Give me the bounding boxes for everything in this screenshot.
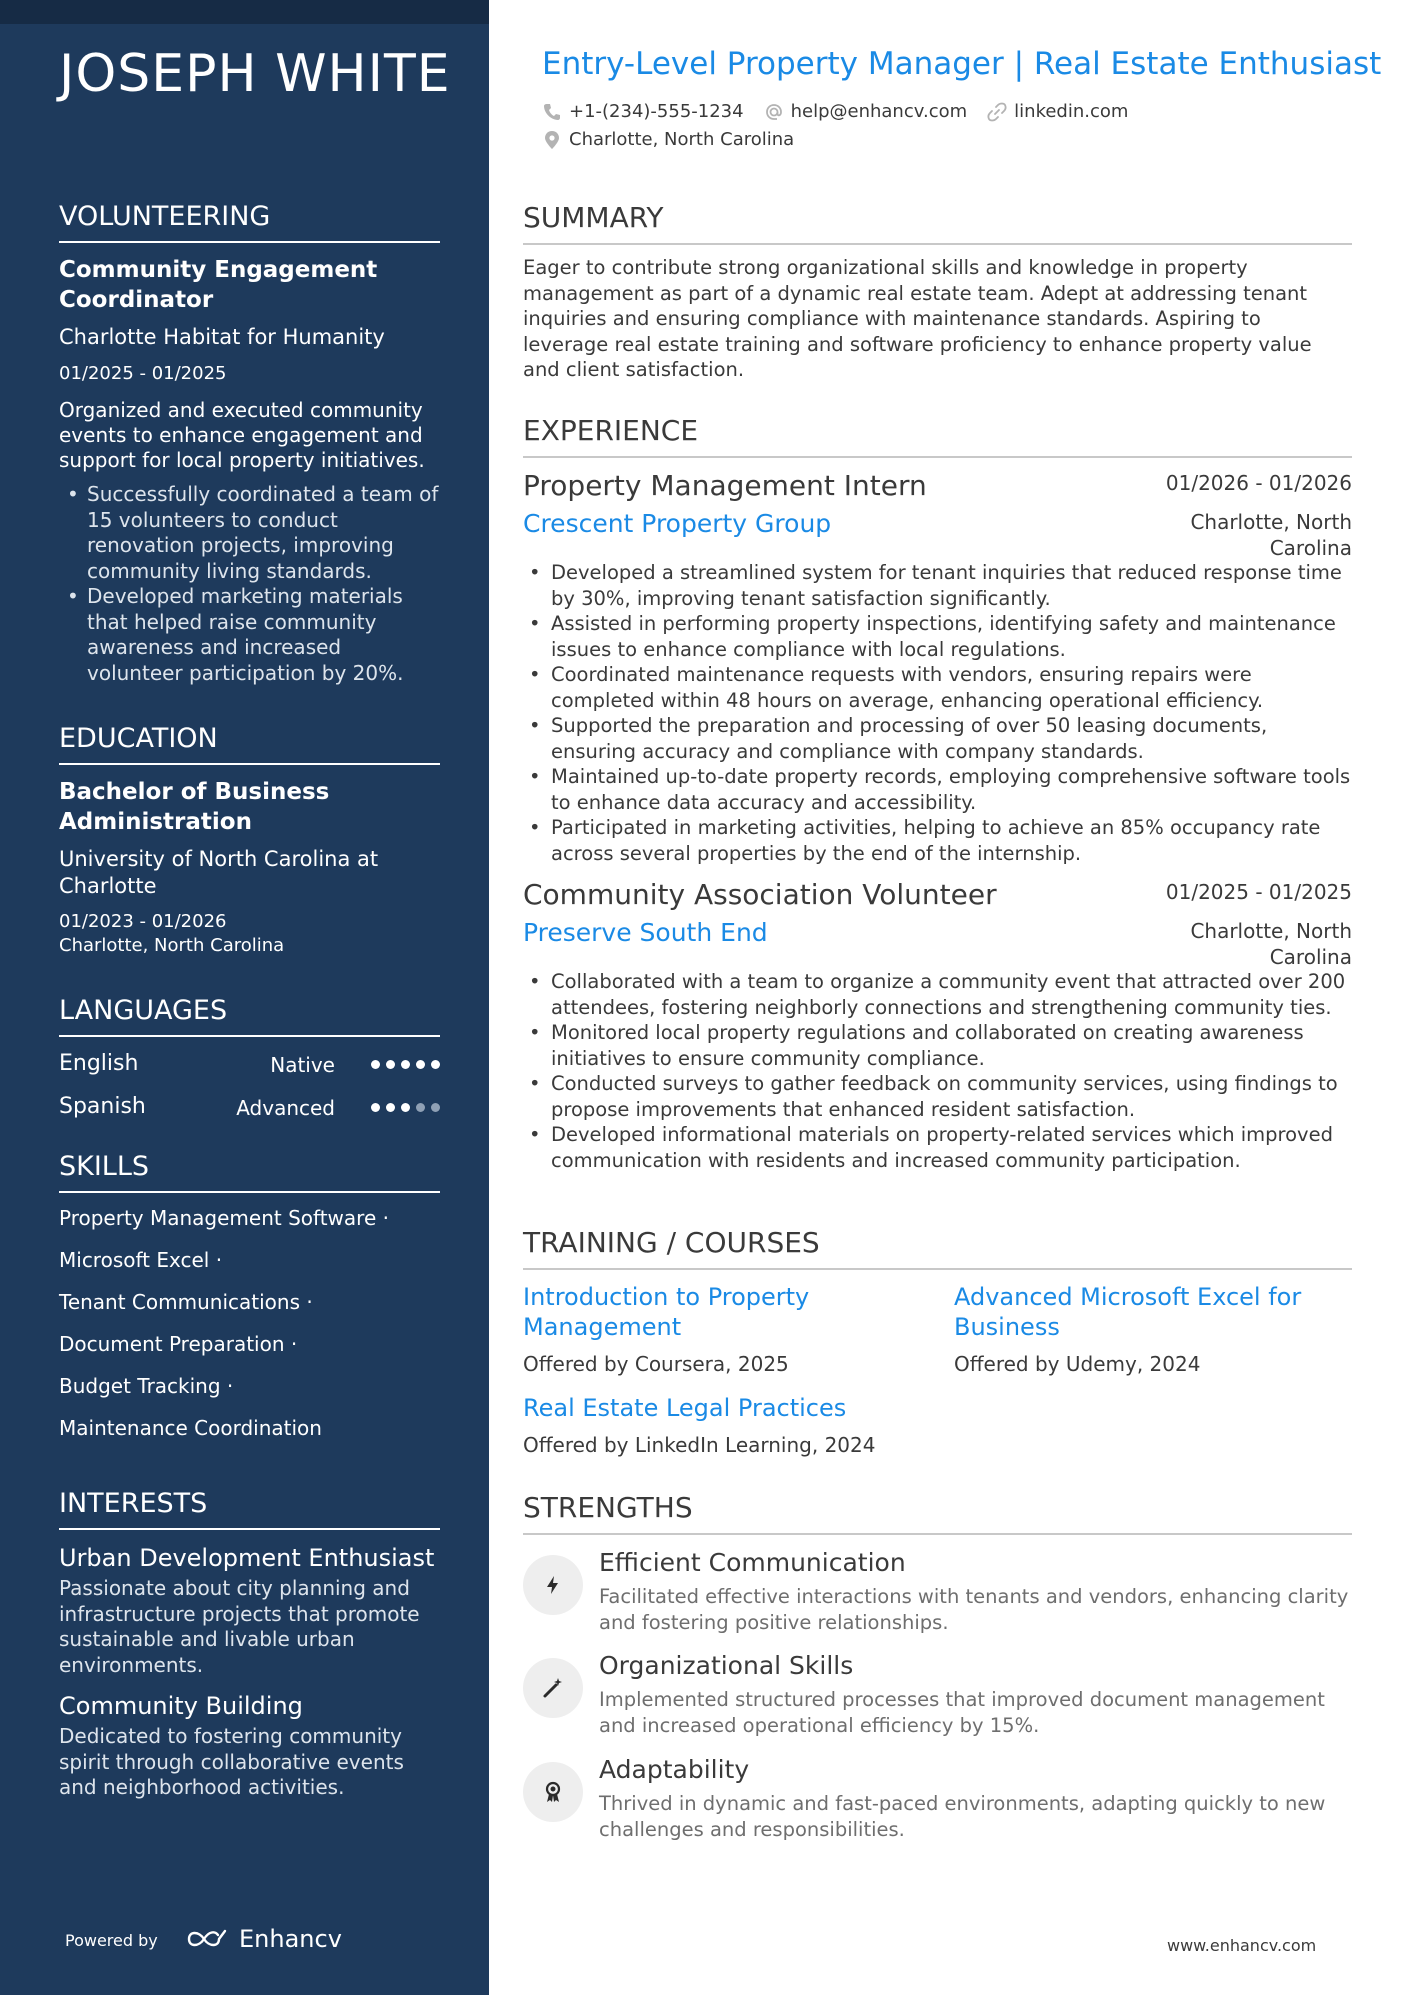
- strength-icon-circle: [523, 1762, 583, 1822]
- job-bullets: [523, 560, 1352, 866]
- course-provider: Offered by Coursera, 2025: [523, 1352, 789, 1376]
- enhancv-logo[interactable]: [185, 1925, 342, 1953]
- enhancv-logo-icon: [185, 1927, 231, 1951]
- volunteering-org: Charlotte Habitat for Humanity: [59, 325, 385, 349]
- contact-location: Charlotte, North Carolina: [542, 129, 794, 150]
- skill-item: Budget Tracking ·: [59, 1374, 234, 1398]
- rating-dot-empty: [416, 1103, 425, 1112]
- job-company[interactable]: Preserve South End: [523, 918, 768, 947]
- location-pin-icon: [542, 130, 562, 150]
- interests-section: [59, 1486, 440, 1801]
- at-icon: [764, 102, 784, 122]
- summary-heading: SUMMARY: [523, 200, 1352, 245]
- contact-phone[interactable]: +1-(234)-555-1234: [542, 101, 744, 122]
- lightning-icon: [542, 1574, 564, 1596]
- interest-title: Community Building: [59, 1692, 303, 1720]
- experience-heading: EXPERIENCE: [523, 413, 1352, 458]
- list-item: • Developed informational materials on property-related services which improved communication with residents and increased community participation.: [523, 1122, 1352, 1173]
- skill-separator: ·: [215, 1248, 223, 1272]
- skill-item: Property Management Software ·: [59, 1206, 389, 1230]
- powered-by-label: Powered by: [65, 1931, 158, 1950]
- language-name: Spanish: [59, 1094, 146, 1119]
- job-title: Property Management Intern: [523, 469, 927, 502]
- list-item: • Developed a streamlined system for tenant inquiries that reduced response time by 30%, improving tenant satisfaction significantly.: [523, 560, 1352, 611]
- strength-item: [523, 1754, 1352, 1854]
- skill-item: Maintenance Coordination: [59, 1416, 322, 1440]
- sidebar-top-band: [0, 0, 489, 24]
- job-bullets: [523, 969, 1352, 1173]
- course-title[interactable]: Real Estate Legal Practices: [523, 1394, 847, 1422]
- course-item: [523, 1393, 913, 1458]
- skills-heading: SKILLS: [59, 1149, 440, 1193]
- contact-row-2: [542, 129, 814, 150]
- course-item: [954, 1282, 1344, 1377]
- strengths-heading: STRENGTHS: [523, 1490, 1352, 1535]
- education-section: [59, 721, 440, 958]
- job-company[interactable]: Crescent Property Group: [523, 509, 832, 538]
- volunteering-heading: VOLUNTEERING: [59, 199, 440, 243]
- list-item: • Maintained up-to-date property records, employing comprehensive software tools to enhance data accuracy and accessibility.: [523, 764, 1352, 815]
- contact-linkedin[interactable]: linkedin.com: [987, 101, 1128, 122]
- skills-section: [59, 1149, 440, 1457]
- strength-item: [523, 1547, 1352, 1647]
- summary-text: Eager to contribute strong organizational skills and knowledge in property management as part of a dynamic real estate team. Adept at addressing tenant inquiries and ensuring compliance with maintenance standards. Aspiring to leverage real estate training and software proficiency to enhance property value and client satisfaction.: [523, 256, 1312, 381]
- rating-dot-filled: [371, 1060, 380, 1069]
- education-heading: EDUCATION: [59, 721, 440, 765]
- strength-description: Thrived in dynamic and fast-paced environments, adapting quickly to new challenges and responsibilities.: [599, 1792, 1326, 1841]
- job-title: Community Association Volunteer: [523, 878, 997, 911]
- education-dates: 01/2023 - 01/2026: [59, 911, 227, 932]
- education-school: University of North Carolina at Charlotte: [59, 847, 379, 898]
- languages-section: [59, 993, 440, 1135]
- job-dates: 01/2026 - 01/2026: [1165, 471, 1352, 495]
- course-item: [523, 1282, 913, 1377]
- rating-dot-filled: [386, 1103, 395, 1112]
- training-section: [523, 1225, 1352, 1475]
- sidebar: [0, 0, 489, 1995]
- magic-wand-icon: [541, 1676, 565, 1700]
- list-item: • Participated in marketing activities, helping to achieve an 85% occupancy rate across several properties by the end of the internship.: [523, 815, 1352, 866]
- rating-dot-filled: [371, 1103, 380, 1112]
- strength-item: [523, 1650, 1352, 1750]
- strength-description: Facilitated effective interactions with tenants and vendors, enhancing clarity and fostering positive relationships.: [599, 1585, 1349, 1634]
- job-dates: 01/2025 - 01/2025: [1165, 880, 1352, 904]
- course-title[interactable]: Advanced Microsoft Excel for Business: [954, 1283, 1302, 1341]
- enhancv-brand: Enhancv: [239, 1925, 342, 1953]
- headline: Entry-Level Property Manager | Real Estate Enthusiast: [542, 46, 1382, 82]
- list-item: • Collaborated with a team to organize a community event that attracted over 200 attendees, fostering neighborly connections and strengthening community ties.: [523, 969, 1352, 1020]
- volunteering-role: Community Engagement Coordinator: [59, 257, 378, 313]
- skill-separator: ·: [306, 1290, 313, 1314]
- interests-heading: INTERESTS: [59, 1486, 440, 1530]
- education-location: Charlotte, North Carolina: [59, 935, 285, 956]
- skill-separator: ·: [290, 1332, 298, 1356]
- interest-description: Dedicated to fostering community spirit through collaborative events and neighborhood activities.: [59, 1724, 404, 1799]
- language-rating: [371, 1103, 440, 1112]
- strength-title: Organizational Skills: [599, 1651, 854, 1680]
- skill-separator: ·: [226, 1374, 234, 1398]
- volunteering-section: [59, 199, 440, 686]
- strength-title: Efficient Communication: [599, 1548, 906, 1577]
- summary-section: [523, 200, 1352, 383]
- language-level: Native: [270, 1053, 335, 1077]
- language-rating: [371, 1060, 440, 1069]
- rating-dot-filled: [416, 1060, 425, 1069]
- skill-separator: ·: [382, 1206, 389, 1230]
- language-level: Advanced: [236, 1096, 335, 1120]
- course-provider: Offered by LinkedIn Learning, 2024: [523, 1433, 876, 1457]
- list-item: • Successfully coordinated a team of 15 volunteers to conduct renovation projects, improving community living standards.: [59, 482, 440, 584]
- training-heading: TRAINING / COURSES: [523, 1225, 1352, 1270]
- interest-description: Passionate about city planning and infrastructure projects that promote sustainable and livable urban environments.: [59, 1576, 420, 1677]
- job-entry: [523, 877, 1352, 1173]
- strengths-section: [523, 1490, 1352, 1870]
- award-ribbon-icon: [541, 1780, 565, 1804]
- phone-icon: [542, 102, 562, 122]
- rating-dot-empty: [431, 1103, 440, 1112]
- candidate-name: JOSEPH WHITE: [59, 44, 451, 104]
- job-location: Charlotte, North Carolina: [1190, 919, 1352, 969]
- strength-icon-circle: [523, 1658, 583, 1718]
- experience-section: [523, 413, 1352, 1173]
- volunteering-dates: 01/2025 - 01/2025: [59, 363, 227, 384]
- volunteering-bullets: [59, 482, 440, 686]
- list-item: • Developed marketing materials that helped raise community awareness and increased volunteer participation by 20%.: [59, 584, 440, 686]
- language-row-spanish: [59, 1092, 440, 1135]
- list-item: • Coordinated maintenance requests with vendors, ensuring repairs were completed within 48 hours on average, enhancing operational efficiency.: [523, 662, 1352, 713]
- course-provider: Offered by Udemy, 2024: [954, 1352, 1201, 1376]
- contact-email[interactable]: help@enhancv.com: [764, 101, 968, 122]
- skill-item: Tenant Communications ·: [59, 1290, 313, 1314]
- skill-item: Document Preparation ·: [59, 1332, 298, 1356]
- list-item: • Supported the preparation and processing of over 50 leasing documents, ensuring accuracy and compliance with company standards.: [523, 713, 1352, 764]
- list-item: • Conducted surveys to gather feedback on community services, using findings to propose improvements that enhanced resident satisfaction.: [523, 1071, 1352, 1122]
- strength-description: Implemented structured processes that improved document management and increased operational efficiency by 15%.: [599, 1688, 1325, 1737]
- job-entry: [523, 468, 1352, 866]
- volunteering-description: Organized and executed community events to enhance engagement and support for local property initiatives.: [59, 398, 425, 472]
- link-icon: [987, 102, 1007, 122]
- language-name: English: [59, 1051, 139, 1076]
- languages-heading: LANGUAGES: [59, 993, 440, 1037]
- contact-row-1: [542, 101, 1148, 122]
- education-degree: Bachelor of Business Administration: [59, 779, 330, 835]
- rating-dot-filled: [401, 1103, 410, 1112]
- list-item: • Assisted in performing property inspections, identifying safety and maintenance issues to enhance compliance with local regulations.: [523, 611, 1352, 662]
- language-row-english: [59, 1049, 440, 1092]
- rating-dot-filled: [401, 1060, 410, 1069]
- footer-site-link[interactable]: www.enhancv.com: [1167, 1936, 1317, 1955]
- rating-dot-filled: [431, 1060, 440, 1069]
- job-location: Charlotte, North Carolina: [1190, 510, 1352, 560]
- strength-icon-circle: [523, 1555, 583, 1615]
- course-title[interactable]: Introduction to Property Management: [523, 1283, 810, 1341]
- interest-title: Urban Development Enthusiast: [59, 1544, 435, 1572]
- list-item: • Monitored local property regulations and collaborated on creating awareness initiatives to ensure community compliance.: [523, 1020, 1352, 1071]
- skill-item: Microsoft Excel ·: [59, 1248, 223, 1272]
- rating-dot-filled: [386, 1060, 395, 1069]
- strength-title: Adaptability: [599, 1755, 750, 1784]
